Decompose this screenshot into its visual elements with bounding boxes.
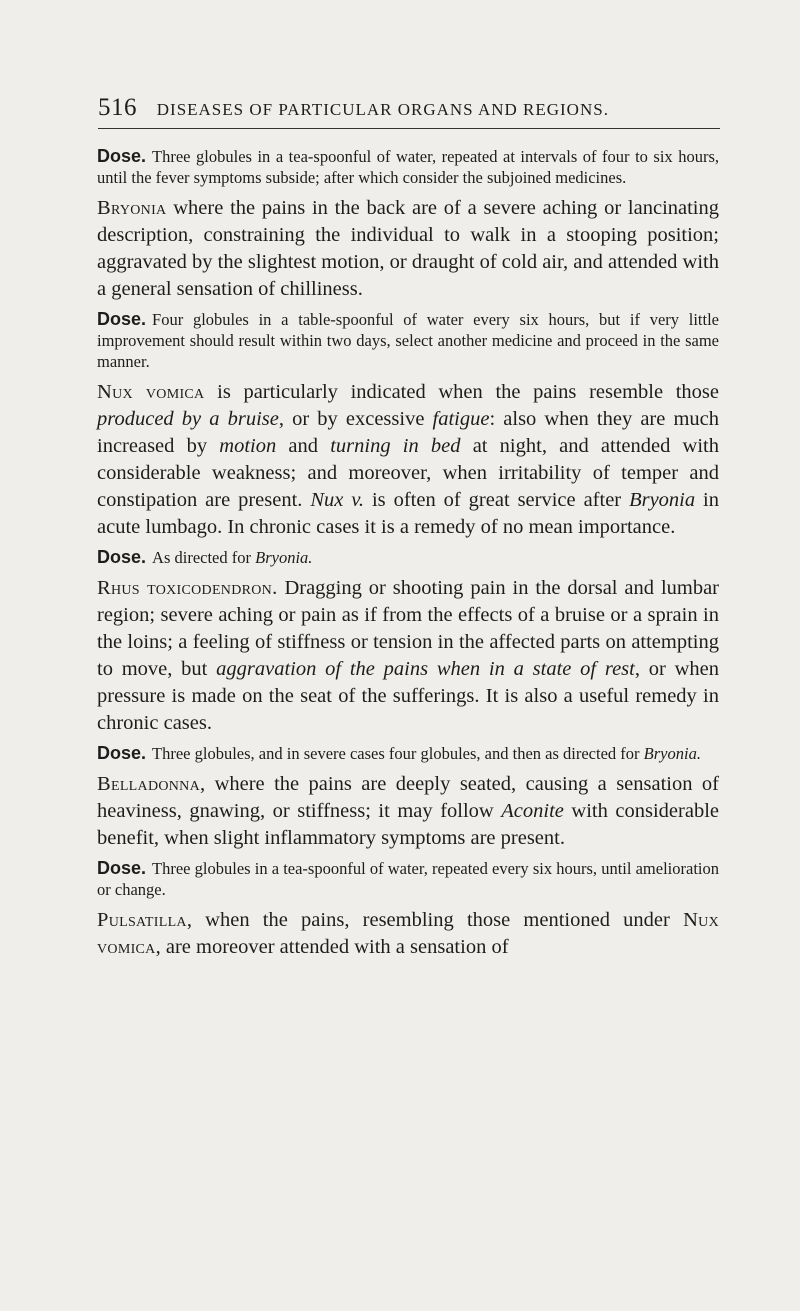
- italic-text: Nux v.: [310, 489, 365, 511]
- paragraph-text: Four globules in a table-spoonful of water every six hours, but if very little improvement should result within two days, select another medicine and proceed in the same manner.: [97, 310, 719, 371]
- dose-paragraph: [97, 146, 719, 188]
- paragraph-text: , are moreover attended with a sensation of: [155, 936, 509, 958]
- paragraph-text: at night, and attended with considerable weakness; and moreover, when irritability of temper and constipation are present.: [97, 435, 719, 511]
- paragraph-text: Three globules, and in severe cases four globules, and then as directed for: [152, 744, 644, 763]
- paragraph-text: Dragging or shooting pain in the dorsal and lumbar region; severe aching or pain as if from the effects of a bruise or a sprain in the loins; a feeling of stiffness or tension in the affected parts on attempting to move, but: [97, 577, 720, 680]
- paragraph-text: in acute lumbago. In chronic cases it is a remedy of no mean importance.: [97, 489, 719, 538]
- paragraph-text: where the pains in the back are of a severe aching or lancinating description, constraining the individual to walk in a stooping position; aggravated by the slightest motion, or draught of cold air, and attended with a general sensation of chilliness.: [97, 197, 719, 300]
- italic-text: fatigue: [432, 408, 490, 430]
- paragraph-text: is particularly indicated when the pains resemble those: [204, 381, 719, 403]
- header-rule: [98, 128, 720, 129]
- remedy-name: Pulsatilla: [97, 909, 187, 931]
- paragraph-text: Three globules in a tea-spoonful of water, repeated at intervals of four to six hours, until the fever symptoms subside; after which consider the subjoined medicines.: [97, 147, 719, 187]
- remedy-paragraph: [97, 907, 719, 961]
- paragraph-text: , where the pains are deeply seated, causing a sensation of heaviness, gnawing, or stiffness; it may follow: [97, 773, 719, 822]
- italic-text: Bryonia.: [643, 744, 701, 763]
- paragraph-text: with considerable benefit, when slight inflammatory symptoms are present.: [97, 800, 720, 849]
- dose-paragraph: [97, 743, 719, 764]
- remedy-paragraph: [97, 771, 719, 852]
- italic-text: Aconite: [501, 800, 564, 822]
- italic-text: produced by a bruise: [97, 408, 279, 430]
- italic-text: motion: [219, 435, 277, 457]
- italic-text: Bryonia.: [255, 548, 313, 567]
- paragraph-text: , or by excessive: [278, 408, 433, 430]
- paragraph-text: : also when they are much increased by: [97, 408, 719, 457]
- dose-label: Dose.: [97, 547, 147, 567]
- remedy-name: Nux vomica: [97, 381, 205, 403]
- italic-text: Bryonia: [629, 489, 696, 511]
- remedy-name: Belladonna: [97, 773, 200, 795]
- remedy-name: Rhus toxicodendron.: [97, 577, 278, 599]
- dose-paragraph: [97, 309, 719, 372]
- italic-text: turning in bed: [330, 435, 461, 457]
- page-number: 516: [98, 94, 137, 121]
- remedy-paragraph: [97, 575, 719, 737]
- dose-paragraph: [97, 858, 719, 900]
- running-title: DISEASES OF PARTICULAR ORGANS AND REGIONS.: [156, 100, 609, 119]
- dose-label: Dose.: [97, 858, 147, 878]
- paragraph-text: As directed for: [152, 548, 256, 567]
- paragraph-text: , or when pressure is made on the seat of the sufferings. It is also a useful remedy in chronic cases.: [97, 658, 719, 734]
- paragraph-text: Nux vomica: [97, 909, 719, 958]
- dose-label: Dose.: [97, 146, 147, 166]
- dose-paragraph: [97, 547, 719, 568]
- dose-label: Dose.: [97, 743, 147, 763]
- remedy-paragraph: [97, 379, 719, 541]
- remedy-name: Bryonia: [97, 197, 167, 219]
- italic-text: aggravation of the pains when in a state of rest: [216, 658, 635, 680]
- paragraph-text: Three globules in a tea-spoonful of water, repeated every six hours, until amelioration or change.: [97, 859, 719, 899]
- page-body: [97, 146, 719, 961]
- paragraph-text: , when the pains, resembling those mentioned under: [186, 909, 684, 931]
- remedy-paragraph: [97, 195, 719, 303]
- running-header: [98, 94, 718, 122]
- paragraph-text: and: [276, 435, 331, 457]
- paragraph-text: is often of great service after: [364, 489, 630, 511]
- dose-label: Dose.: [97, 309, 147, 329]
